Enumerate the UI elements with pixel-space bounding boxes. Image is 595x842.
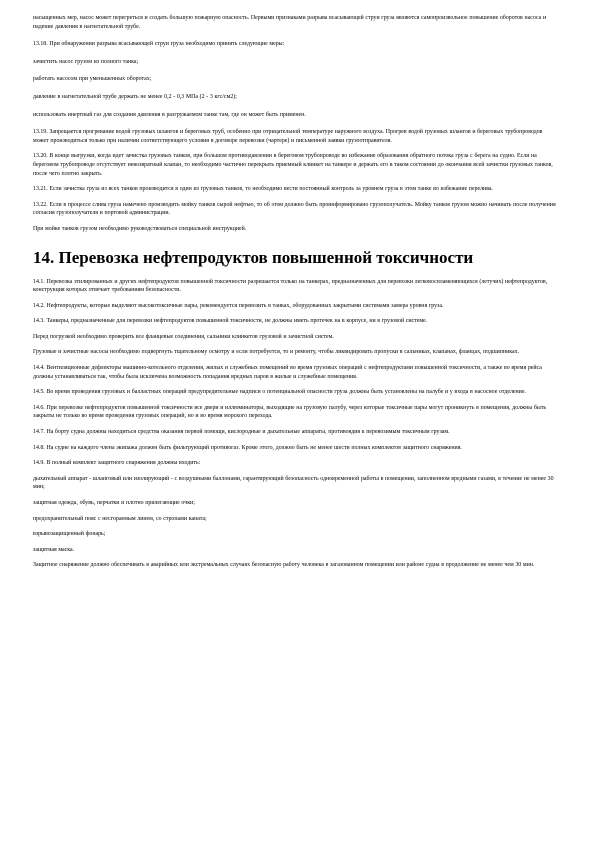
paragraph: 14.7. На борту судна должны находиться средства оказания первой помощи, кислородные и дыхательные аппараты, противоядия к перевозимым токсичным грузам. — [33, 429, 450, 436]
section-heading: 14. Перевозка нефтепродуктов повышенной токсичности — [33, 247, 474, 267]
paragraph: 13.22. Если в процессе слива груза намечено производить мойку танков сырой нефтью, то об этом должно быть проинформировано грузополучатель. Мойку танков грузом можно начинать после получения согласия грузополучателя и портовой администрации. — [33, 201, 556, 217]
paragraph: 14.3. Танкеры, предназначенные для перевозки нефтепродуктов повышенной токсичности, не должны иметь протечек на в корпусе, ни в грузовой системе. — [33, 318, 428, 325]
paragraph: 13.18. При обнаружении разрыва всасывающей струи груза необходимо принять следующие меры: — [33, 41, 285, 48]
paragraph: 14.9. В полный комплект защитного снаряжения должны входить: — [33, 460, 201, 467]
paragraph: 13.21. Если зачистка груза из всех танков производится в один из грузовых танков, то необходимо вести постоянный контроль за уровнем груза в этом танке во избежание перелива. — [33, 186, 494, 193]
list-item: защитная маска. — [33, 546, 75, 553]
paragraph: зачистить насос грузом из полного танка; — [33, 58, 139, 65]
paragraph: 14.6. При перевозке нефтепродуктов повышенной токсичности все двери и иллюминаторы, выходящие на грузовую палубу, через которые токсичные пары могут проникнуть в помещения, должны быть закрыты не только во время проведения грузовых операций, но и во время морского перехода. — [33, 404, 547, 420]
paragraph: Грузовые и зачистные насосы необходимо подвергнуть тщательному осмотру и если потребуется, то и ремонту, чтобы ликвидировать пропуски в сальниках, клапанах, фланцах, подшипниках. — [33, 349, 520, 356]
list-item: защитная одежда, обувь, перчатки и плотно прилегающие очки; — [33, 500, 195, 506]
list-item: предохранительный пояс с несгораемым линем, со стропами каната; — [33, 515, 207, 522]
paragraph: 14.2. Нефтепродукты, которые выделяют высокотоксичные пары, рекомендуется перевозить в танках, оборудованных закрытыми системами замера уровня груза. — [33, 302, 444, 309]
paragraph: 14.8. На судне на каждого члена экипажа должен быть фильтрующий противогаз. Кроме этого, должно быть не менее шести полных комплектов защитного снаряжения. — [33, 444, 462, 451]
paragraph: При мойке танков грузом необходимо руководствоваться специальной инструкцией. — [33, 225, 247, 232]
paragraph: использовать инертный газ для создания давления в разгружаемом танке там, где он может быть применен. — [33, 111, 306, 118]
paragraph: насыщенных мер, насос может перегреться и создать большую пожарную опасность. Первыми признаками разрыва всасывающей струи груза являются самопроизвольное повышение оборотов насоса и падение давления в нагнетательной трубе. — [33, 15, 547, 30]
paragraph: 14.5. Во время проведения грузовых и балластных операций предупредительные надписи о потенциальной опасности груза должны быть установлены на палубе и у входа в насосное отделение. — [33, 389, 526, 396]
paragraph: 14.4. Вентиляционные дефлекторы машинно-котельного отделения, жилых и служебных помещений во время грузовых операций с нефтепродуктами повышенной токсичности, а также во время рейса должны устанавливаться так, чтобы была исключена возможность попадания вредных паров в жилые и служебные помещения. — [33, 365, 542, 380]
paragraph: Перед погрузкой необходимо проверить все фланцевые соединения, сальники клинкетов грузовой и зачистной систем. — [33, 333, 334, 340]
paragraph: 13.20. В конце выгрузки, когда идет зачистка грузовых танков, при большом противодавлении в береговом трубопроводе во избежание образования обратного потока груза с берега на судно. Если на береговом трубопроводе отсутствует невозвратный клапан, то необходимо частично перекрыть приемный клинкет на танкере и держать его в таком состоянии до окончания всей зачистки грузовых танков, после чего плотно закрыть. — [33, 153, 553, 177]
paragraph: давление в нагнетательной трубе держать не менее 0,2 - 0,3 МПа (2 - 3 кгс/см2); — [33, 93, 237, 100]
paragraph: 14.1. Перевозка этилированных и других нефтепродуктов повышенной токсичности разрешается только на танкерах, предназначенных для перевозки легковоспламеняющихся (летучих) нефтепродуктов, конструкция которых отвечает требованиям безопасности. — [33, 278, 548, 294]
paragraph: работать насосом при уменьшенных оборотах; — [33, 76, 152, 83]
list-item: дыхательный аппарат - шланговый или изолирующий - с воздушными баллонами, гарантирующий безопасность одновременной работы в помещении, заполненном вредными газами, в течение не менее 30 мин; — [33, 475, 554, 491]
paragraph: Защитное снаряжение должно обеспечивать в аварийных или экстремальных случаях безопасную работу человека в загазованном помещении или районе судна в продолжение не менее чем 30 мин. — [33, 562, 535, 569]
paragraph: 13.19. Запрещается прогревание водой грузовых шлангов и береговых труб, особенно при отрицательной температуре наружного воздуха. Прогрев водой грузовых шлангов и береговых трубопроводов может производиться только при наличии соответствующего условия в договоре перевозки (чартере) и письменной заявки грузоотправителя. — [33, 129, 543, 144]
list-item: взрывозащищенный фонарь; — [33, 531, 106, 538]
